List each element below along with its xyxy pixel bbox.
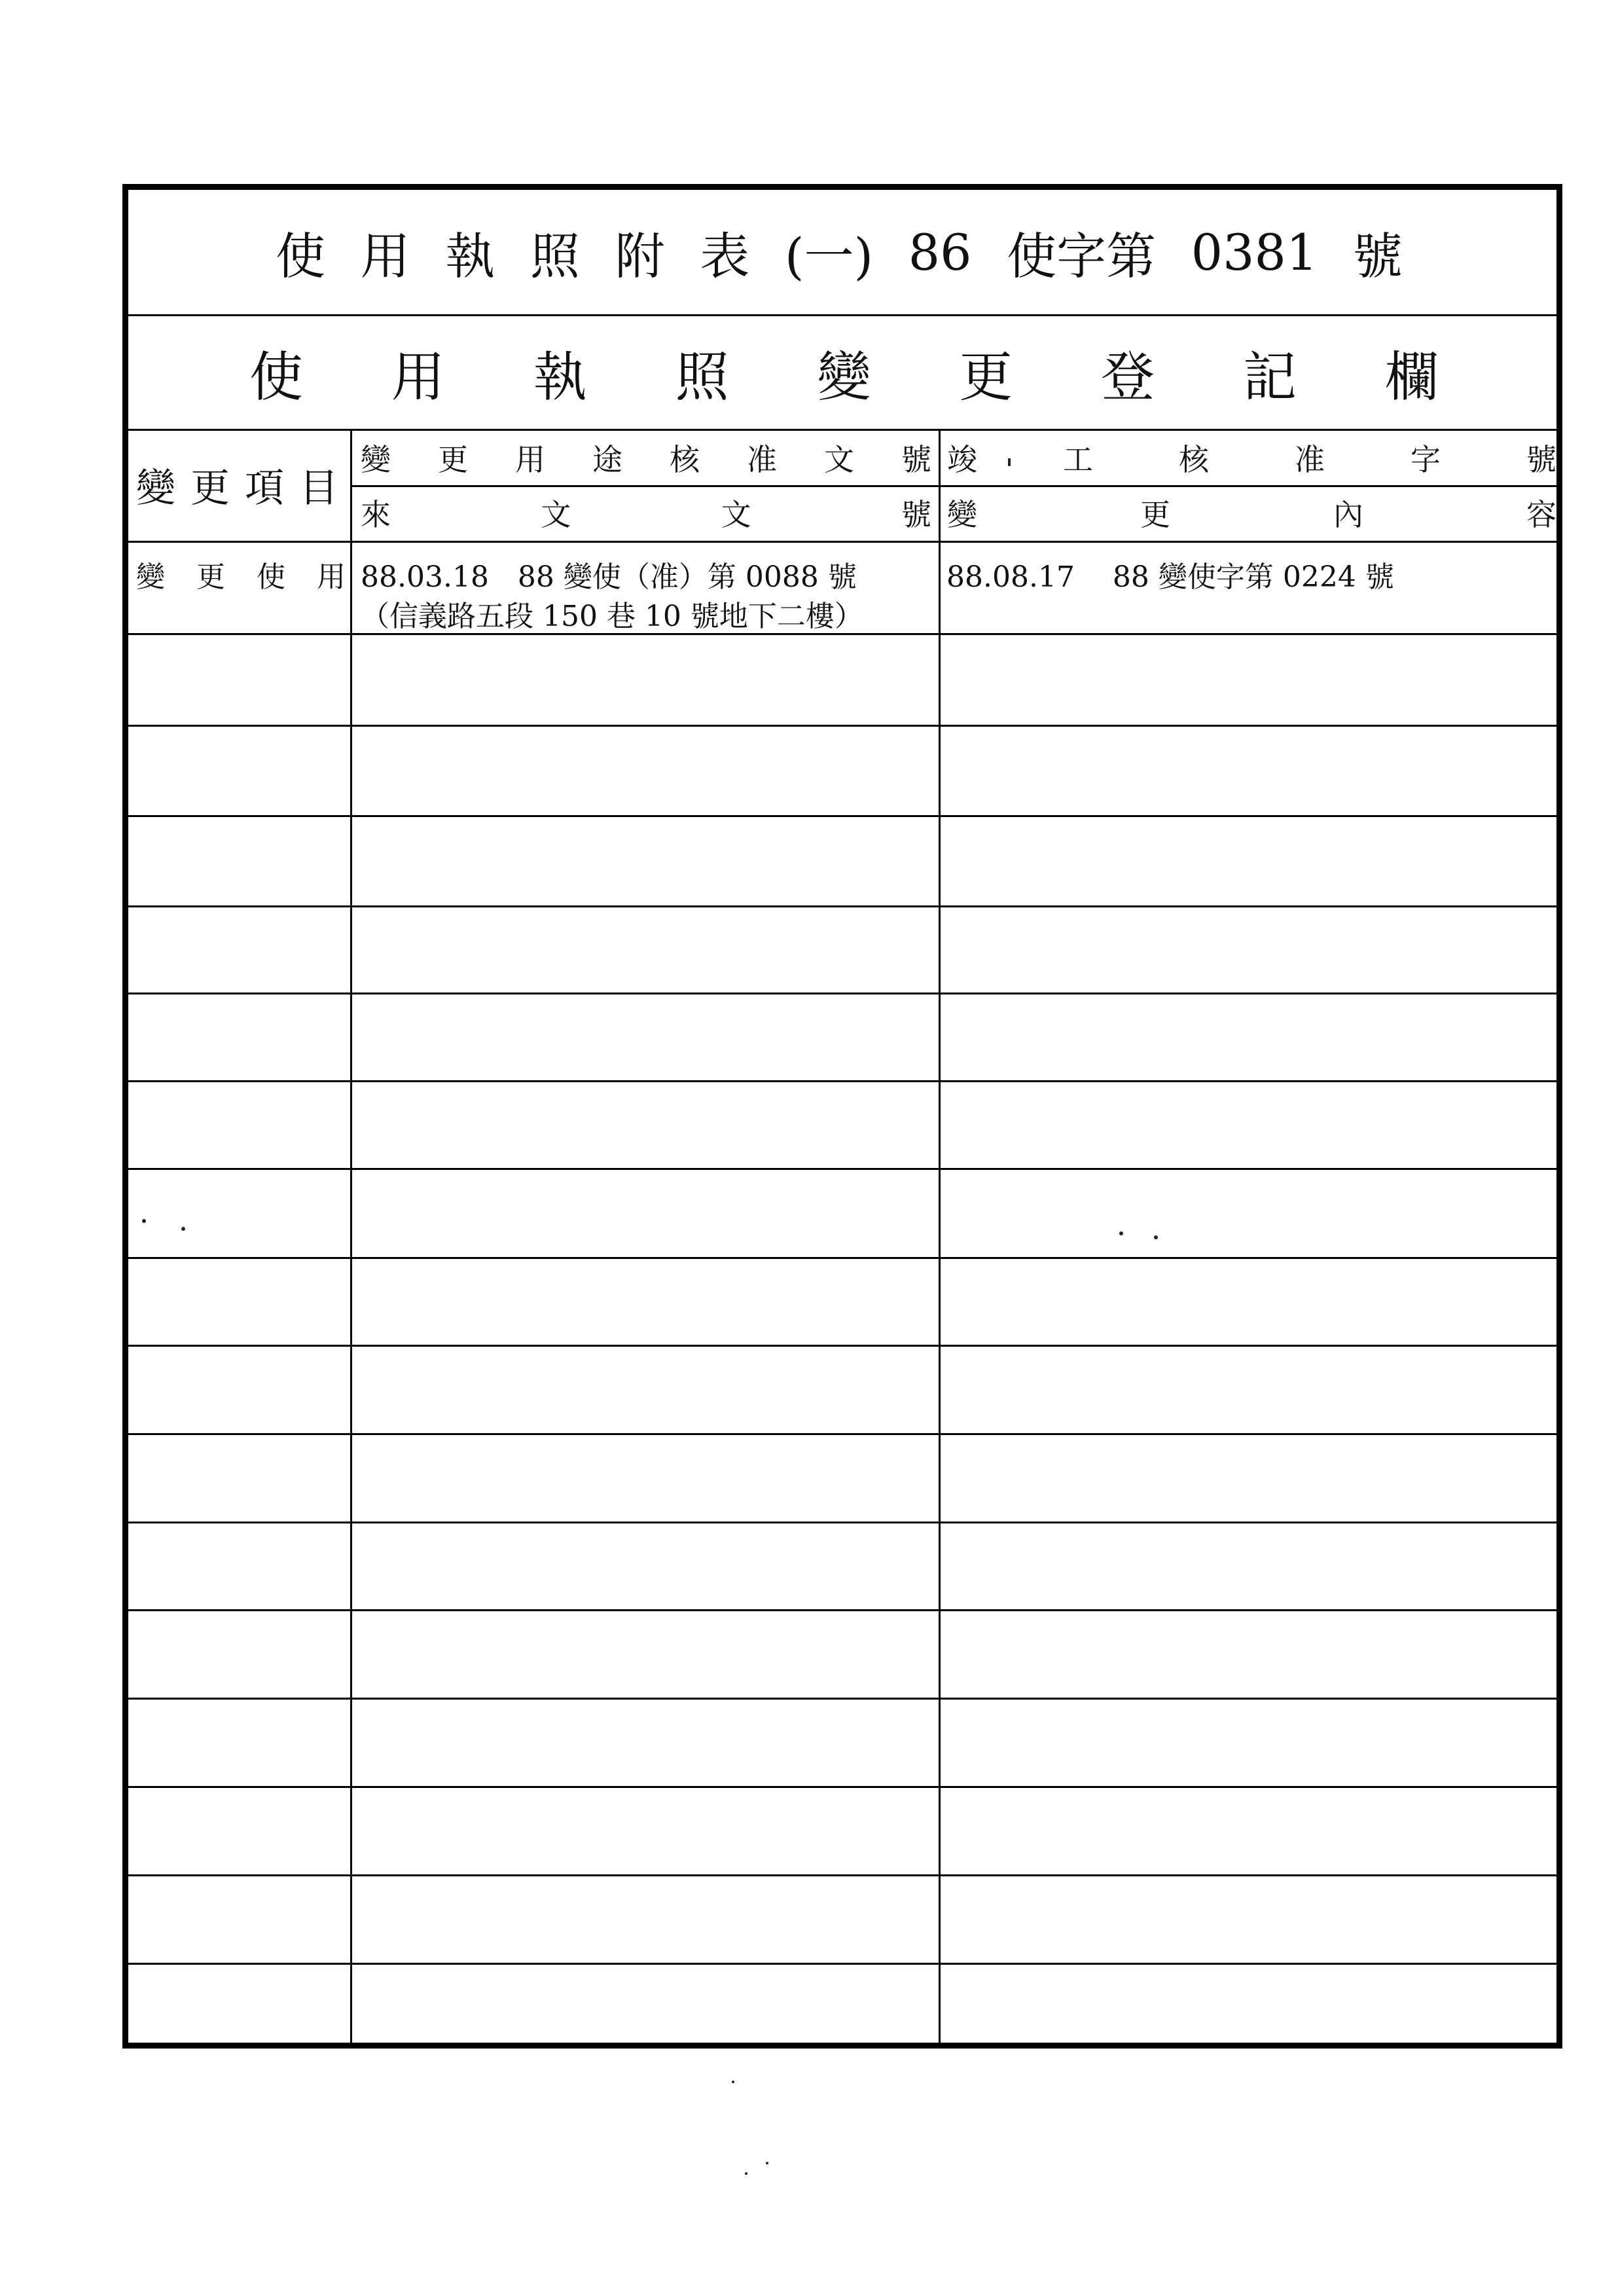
title-char: 號	[1352, 227, 1403, 285]
header-change-use-approval-no: 變 更 用 途 核 准 文 號	[361, 442, 931, 477]
header-change-item: 變 更 項 目	[136, 465, 338, 511]
heading-char: 使	[249, 346, 304, 409]
form-title	[128, 190, 1556, 314]
column-divider	[350, 429, 352, 2043]
scan-speck	[181, 1227, 185, 1231]
title-char: 附	[615, 227, 665, 285]
title-char: 表	[700, 227, 750, 285]
title-char: 0381	[1191, 223, 1318, 282]
row-divider	[128, 1786, 1556, 1788]
heading-char: 登	[1101, 346, 1155, 409]
row-divider	[128, 993, 1556, 994]
row-divider	[128, 1080, 1556, 1082]
title-char: 使字第	[1007, 227, 1157, 285]
form-table	[122, 184, 1562, 2049]
title-char: 86	[908, 223, 972, 282]
scan-speck	[732, 2081, 734, 2083]
divider	[352, 485, 1556, 487]
scan-speck	[1154, 1235, 1158, 1239]
divider	[128, 541, 1556, 543]
scan-speck	[745, 2172, 747, 2175]
heading-char: 更	[959, 346, 1013, 409]
row-change-use-approval-line2: （信義路五段 150 巷 10 號地下二樓）	[361, 600, 863, 633]
column-divider	[939, 429, 941, 2043]
title-char: 使	[276, 227, 325, 285]
row-divider	[128, 1963, 1556, 1965]
row-change-use-approval-line1: 88.03.18 88 變使（准）第 0088 號	[361, 560, 857, 594]
header-incoming-doc-no: 來 文 文 號	[361, 497, 931, 532]
title-char: 用	[360, 227, 410, 285]
row-change-item: 變 更 使 用	[136, 560, 346, 594]
row-divider	[128, 1345, 1556, 1347]
row-divider	[128, 1874, 1556, 1876]
heading-char: 用	[391, 346, 445, 409]
scan-speck	[766, 2162, 768, 2164]
row-completion-approval: 88.08.17 88 變使字第 0224 號	[946, 560, 1394, 594]
register-heading	[128, 316, 1556, 429]
header-change-content: 變 更 內 容	[947, 497, 1556, 532]
heading-char: 變	[817, 346, 871, 409]
row-divider	[128, 1433, 1556, 1435]
heading-char: 照	[675, 346, 729, 409]
row-divider	[128, 1522, 1556, 1523]
row-divider	[128, 725, 1556, 727]
row-divider	[128, 905, 1556, 907]
title-char: (一)	[784, 227, 874, 285]
title-char: 執	[445, 227, 495, 285]
title-char: 照	[530, 227, 580, 285]
heading-char: 欄	[1384, 346, 1439, 409]
row-divider	[128, 633, 1556, 635]
header-completion-approval-no: 竣 工 核 准 字 號	[947, 442, 1556, 477]
row-divider	[128, 1698, 1556, 1700]
scan-speck	[142, 1219, 146, 1223]
row-divider	[128, 815, 1556, 817]
scan-speck	[1119, 1231, 1123, 1235]
heading-char: 記	[1243, 346, 1297, 409]
heading-char: 執	[533, 346, 587, 409]
row-divider	[128, 1609, 1556, 1611]
row-divider	[128, 1257, 1556, 1259]
row-divider	[128, 1168, 1556, 1170]
scan-speck	[1008, 458, 1011, 466]
